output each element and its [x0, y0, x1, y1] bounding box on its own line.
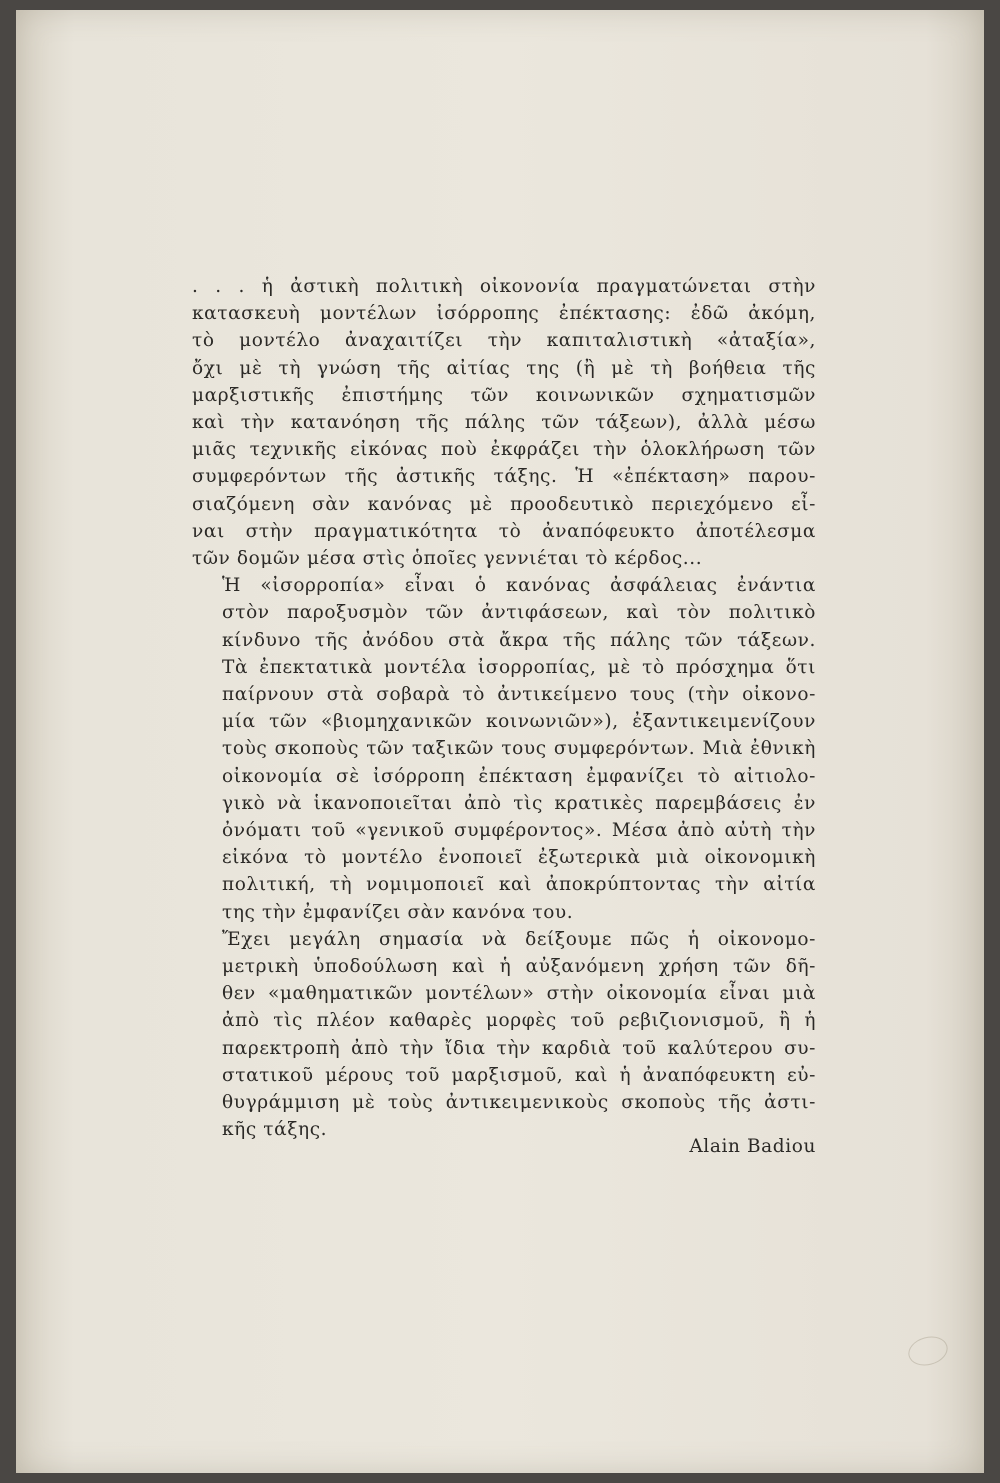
text-line: Ἔχει μεγάλη σημασία νὰ δείξουμε πῶς ἡ οἰκονομο- [222, 928, 816, 950]
text-line: καὶ τὴν κατανόηση τῆς πάλης τῶν τάξεων), ἀλλὰ μέσω [192, 412, 816, 434]
author-signature: Alain Badiou [689, 1136, 816, 1157]
pencil-mark [905, 1332, 951, 1369]
text-line: γικὸ νὰ ἱκανοποιεῖται ἀπὸ τὶς κρατικὲς παρεμβάσεις ἐν [222, 792, 816, 814]
text-line: σιαζόμενη σὰν κανόνας μὲ προοδευτικὸ περιεχόμενο εἶ- [192, 493, 816, 515]
text-line: συμφερόντων τῆς ἀστικῆς τάξης. Ἡ «ἐπέκταση» παρου- [192, 466, 816, 488]
text-line: μία τῶν «βιομηχανικῶν κοινωνιῶν»), ἐξαντικειμενίζουν [222, 711, 816, 733]
text-line: εἰκόνα τὸ μοντέλο ἑνοποιεῖ ἐξωτερικὰ μιὰ οἰκονομικὴ [222, 847, 816, 869]
paragraph-3 [192, 926, 816, 1144]
text-line: ὀνόματι τοῦ «γενικοῦ συμφέροντος». Μέσα ἀπὸ αὐτὴ τὴν [222, 820, 816, 842]
text-line: οἰκονομία σὲ ἰσόρροπη ἐπέκταση ἐμφανίζει τὸ αἰτιολο- [222, 765, 816, 787]
text-line: θεν «μαθηματικῶν μοντέλων» στὴν οἰκονομία εἶναι μιὰ [222, 983, 816, 1005]
text-line: παρεκτροπὴ ἀπὸ τὴν ἴδια τὴν καρδιὰ τοῦ καλύτερου συ- [222, 1037, 816, 1059]
text-line: μιᾶς τεχνικῆς εἰκόνας ποὺ ἐκφράζει τὴν ὁλοκλήρωση τῶν [192, 439, 816, 461]
paragraph-2 [192, 572, 816, 926]
quote-text-block [192, 273, 816, 1144]
text-line: μετρικὴ ὑποδούλωση καὶ ἡ αὐξανόμενη χρήση τῶν δῆ- [222, 956, 816, 978]
text-line: κίνδυνο τῆς ἀνόδου στὰ ἄκρα τῆς πάλης τῶν τάξεων. [222, 629, 816, 651]
text-line: τὸ μοντέλο ἀναχαιτίζει τὴν καπιταλιστικὴ «ἀταξία», [192, 330, 816, 352]
text-line: παίρνουν στὰ σοβαρὰ τὸ ἀντικείμενο τους (τὴν οἰκονο- [222, 684, 816, 706]
text-line: πολιτική, τὴ νομιμοποιεῖ καὶ ἀποκρύπτοντας τὴν αἰτία [222, 874, 816, 896]
text-line: ὄχι μὲ τὴ γνώση τῆς αἰτίας της (ἢ μὲ τὴ βοήθεια τῆς [192, 357, 816, 379]
text-line: θυγράμμιση μὲ τοὺς ἀντικειμενικοὺς σκοποὺς τῆς ἀστι- [222, 1092, 816, 1114]
text-line: της τὴν ἐμφανίζει σὰν κανόνα του. [222, 901, 574, 923]
paragraph-1 [192, 273, 816, 572]
text-line: ναι στὴν πραγματικότητα τὸ ἀναπόφευκτο ἀποτέλεσμα [192, 520, 816, 542]
text-line: Ἡ «ἰσορροπία» εἶναι ὁ κανόνας ἀσφάλειας ἐνάντια [222, 575, 816, 597]
text-line: τοὺς σκοποὺς τῶν ταξικῶν τους συμφερόντων. Μιὰ ἐθνικὴ [222, 738, 816, 760]
text-line: στὸν παροξυσμὸν τῶν ἀντιφάσεων, καὶ τὸν πολιτικὸ [222, 602, 816, 624]
text-line: στατικοῦ μέρους τοῦ μαρξισμοῦ, καὶ ἡ ἀναπόφευκτη εὐ- [222, 1064, 816, 1086]
text-line: μαρξιστικῆς ἐπιστήμης τῶν κοινωνικῶν σχηματισμῶν [192, 384, 816, 406]
text-line: τῶν δομῶν μέσα στὶς ὁποῖες γεννιέται τὸ κέρδος... [192, 548, 703, 570]
text-line: κῆς τάξης. [222, 1119, 328, 1141]
text-line: . . . ἡ ἀστικὴ πολιτικὴ οἰκονονία πραγματώνεται στὴν [192, 276, 816, 297]
text-line: κατασκευὴ μοντέλων ἰσόρροπης ἐπέκτασης: ἐδῶ ἀκόμη, [192, 303, 816, 325]
text-line: ἀπὸ τὶς πλέον καθαρὲς μορφὲς τοῦ ρεβιζιονισμοῦ, ἢ ἡ [222, 1010, 816, 1032]
text-line: Τὰ ἐπεκτατικὰ μοντέλα ἰσορροπίας, μὲ τὸ πρόσχημα ὅτι [222, 656, 816, 678]
